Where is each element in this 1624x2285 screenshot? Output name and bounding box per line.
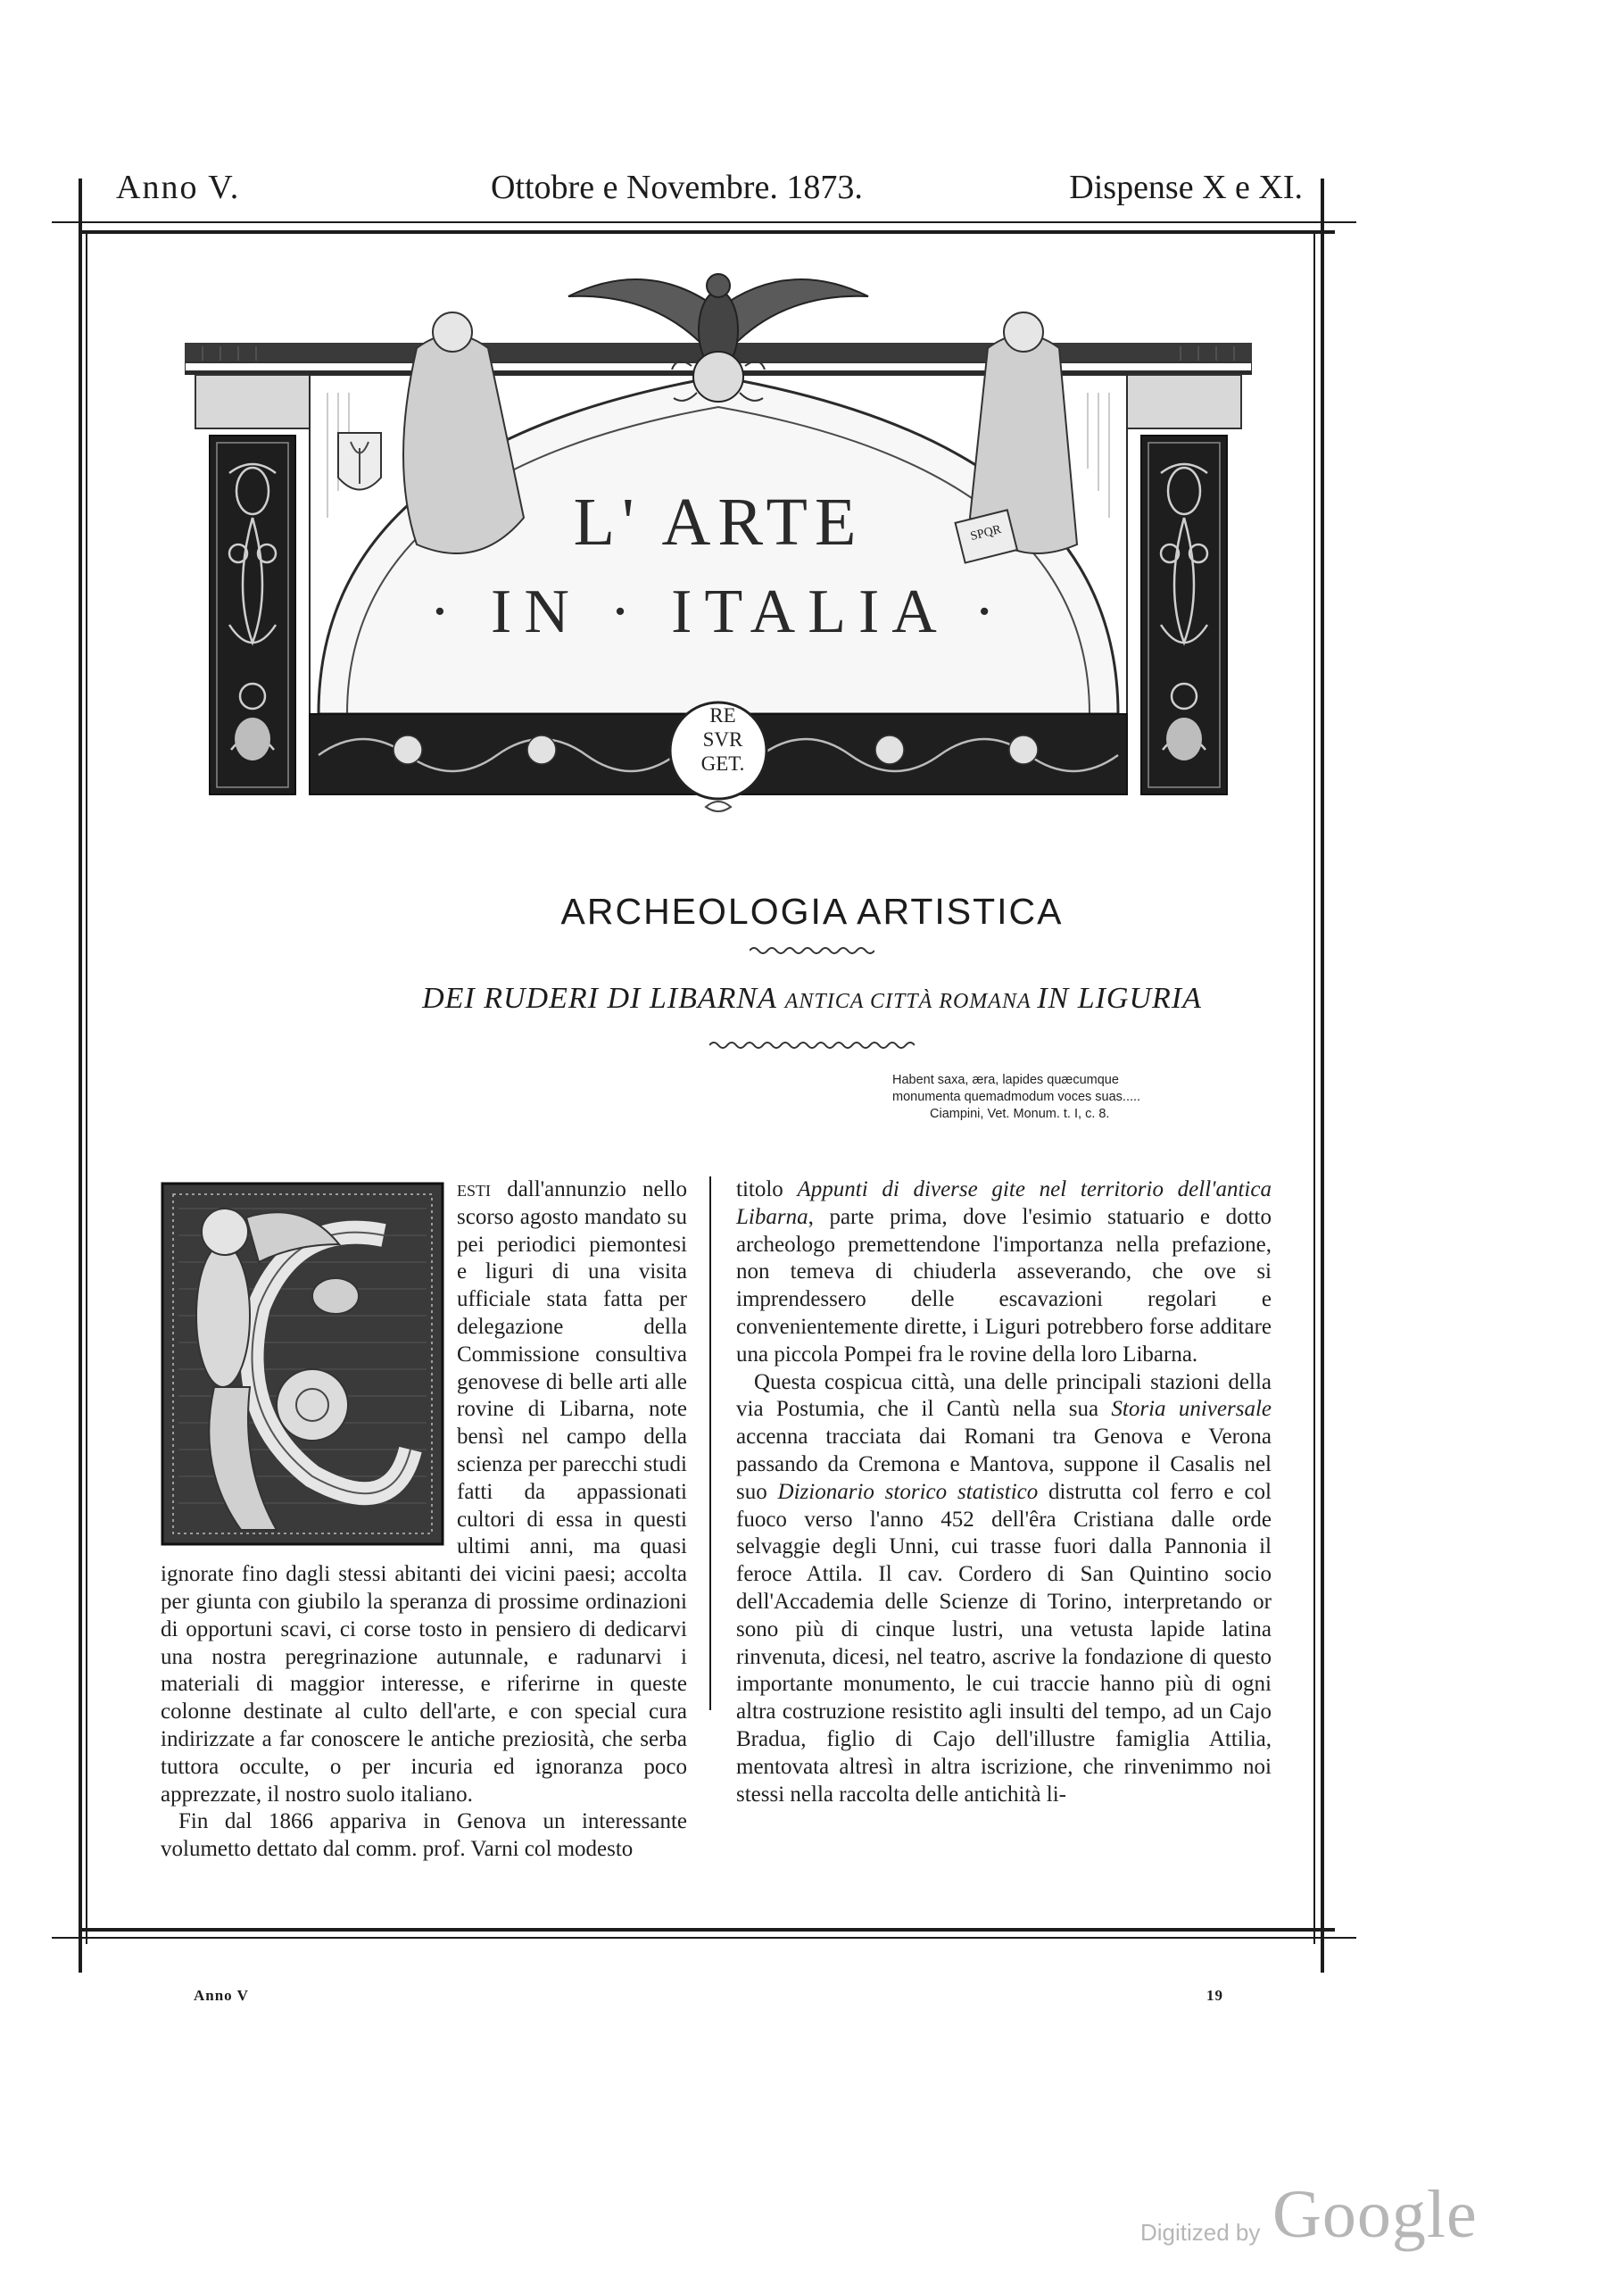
frame-top-rule-thin [52, 221, 1356, 223]
shield-inscription: SPQR [969, 523, 1003, 544]
wavy-ornament-bottom [0, 1039, 1624, 1055]
digitization-watermark [1140, 2176, 1497, 2265]
paragraph-text: Questa cospicua città, una delle principali stazioni della via Postumia, che il Cantù nella sua [736, 1369, 1272, 1422]
subtitle-part-3: IN LIGURIA [1037, 982, 1202, 1015]
book-title: Dizionario storico statistico [777, 1479, 1039, 1504]
motto-line: RE [709, 704, 736, 727]
subtitle-part-2: ANTICA CITTÀ ROMANA [784, 990, 1038, 1013]
section-title: ARCHEOLOGIA ARTISTICA [560, 891, 1064, 932]
paragraph-text: accenna tracciata dai Romani tra Genova e Verona passando da Cremona e Mantova, suppone il Casalis nel suo [736, 1425, 1272, 1504]
drop-cap-lead-word: esti [457, 1177, 491, 1201]
masthead-title-line2: · IN · ITALIA · [429, 577, 1007, 646]
running-head-date: Ottobre e Novembre. 1873. [491, 169, 863, 206]
epigraph-line: monumenta quemadmodum voces suas..... [892, 1090, 1141, 1104]
frame-left-rule [79, 179, 82, 1973]
paragraph-text: , parte prima, dove l'esimio statuario e dotto archeologo premettendone l'importanza nella prefazione, non temeva di chiuderla asseverando, che ove si imprendessero delle escavazioni regolari e convenientemente dirette, i Liguri potrebbero forse additare una piccola Pompei fra le rovine della loro Libarna. [736, 1204, 1272, 1367]
frame-right-rule [1321, 179, 1324, 1973]
motto-line: GET. [700, 752, 745, 775]
book-title: Appunti di diverse gite nel territorio dell'antica Libarna [736, 1177, 1272, 1229]
masthead-engraving [185, 250, 1252, 830]
footer-signature: Anno V [194, 1987, 249, 2004]
paragraph-text: dall'annunzio nello scorso agosto mandato su pei periodici piemontesi e liguri di una visita ufficiale stata fatta per delegazione della Commissione consultiva genovese di belle arti alle rovine di Libarna, note bensì nel campo della scienza per parecchi studi fatti da appassionati cultori di essa in questi ultimi anni, ma quasi ignorate fino dagli stessi abitanti dei vicini paesi; accolta per giunta con giubilo la speranza di prossime ordinazioni di opportuni scavi, ci corse tosto in pensiero di dedicarvi una nostra peregrinazione autunnale, e radunarvi i materiali di maggior interesse, e riferirne in queste colonne destinate al culto dell'arte, e con special cura indirizzate a far conoscere le antiche preziosità, che serba tuttora occulte, o per incuria ed ignoranza poco apprezzate, il nostro suolo italiano. [161, 1177, 687, 1807]
column-divider [709, 1176, 711, 1710]
epigraph [892, 1072, 1200, 1123]
masthead-title-line1: L' ARTE [573, 485, 864, 560]
book-title: Storia universale [1111, 1397, 1272, 1422]
drop-cap-initial [161, 1182, 444, 1546]
frame-bottom-rule-thick [79, 1928, 1335, 1932]
wavy-ornament-top [0, 944, 1624, 960]
frame-bottom-rule-thin [52, 1937, 1356, 1939]
masthead-motto [683, 703, 763, 776]
paragraph-text: titolo [736, 1177, 798, 1201]
running-head [116, 168, 1303, 218]
watermark-logo: Google [1272, 2177, 1478, 2252]
frame-top-rule-thick [79, 230, 1335, 234]
paragraph-text: Fin dal 1866 appariva in Genova un interessante volumetto dettato dal comm. prof. Varni col modesto [161, 1809, 687, 1862]
frame-right-rule-inner [1313, 230, 1315, 1944]
subtitle-part-1: DEI RUDERI DI LIBARNA [422, 982, 785, 1015]
motto-line: SVR [702, 728, 743, 751]
running-head-volume: Anno V. [116, 169, 241, 206]
paragraph-text: distrutta col ferro e col fuoco verso l'anno 452 dell'êra Cristiana dalle orde selvaggie degli Unni, cui trasse fuori dalla Pannonia il feroce Attila. Il cav. Cordero di San Quintino socio dell'Accademia delle Scienze di Torino, interpretando or sono più di cinque lustri, una vetusta lapide latina rinvenuta, dicesi, nel teatro, ascrive la fondazione di questo importante monumento, le cui traccie hanno più di ogni altra costruzione resistito agli insulti del tempo, ad un Cajo Bradua, figlio di Cajo dell'illustre famiglia Attilia, mentovata altresì in altra iscrizione, che rinvenimmo noi stessi nella raccolta delle antichità li- [736, 1479, 1272, 1807]
epigraph-line: Habent saxa, æra, lapides quæcumque [892, 1073, 1119, 1087]
article-subtitle [0, 982, 1624, 1016]
running-head-issue: Dispense X e XI. [1069, 169, 1303, 206]
footer-page-number: 19 [1206, 1987, 1223, 2004]
frame-left-rule-inner [86, 230, 87, 1944]
text-column-left [161, 1176, 687, 1864]
text-column-right [736, 1176, 1272, 1808]
epigraph-citation: Ciampini, Vet. Monum. t. I, c. 8. [930, 1107, 1110, 1121]
watermark-label: Digitized by [1140, 2219, 1261, 2246]
